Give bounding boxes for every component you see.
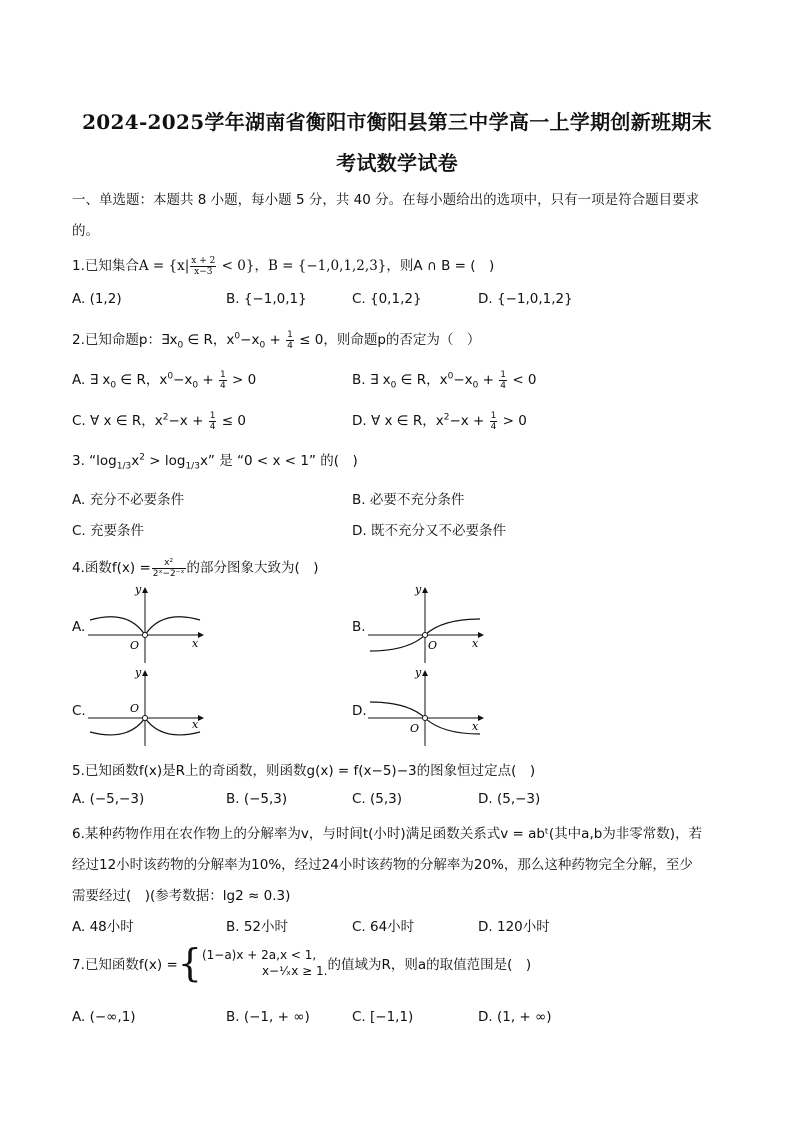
q3-option-a[interactable]: A. 充分不必要条件 bbox=[72, 492, 185, 508]
q4-suffix: 的部分图象大致为( ) bbox=[186, 560, 319, 576]
q4-graph-b-svg bbox=[368, 585, 488, 665]
q4-graph-d-svg bbox=[368, 668, 488, 748]
q1-option-a[interactable]: A. (1,2) bbox=[72, 291, 122, 307]
q2-mid: ∈ R，x bbox=[183, 332, 235, 348]
q3-option-c[interactable]: C. 充要条件 bbox=[72, 523, 145, 539]
q4-b-origin: O bbox=[428, 639, 438, 652]
q3-base2: 1/3 bbox=[185, 461, 200, 472]
q4-b-ylabel: y bbox=[415, 583, 422, 596]
q1-fraction bbox=[190, 256, 216, 277]
q1-setB: B = {−1,0,1,2,3} bbox=[267, 258, 387, 274]
q5-option-c[interactable]: C. (5,3) bbox=[352, 791, 403, 807]
q2-optA-rel: > 0 bbox=[227, 372, 257, 388]
q4-graph-a-svg bbox=[88, 585, 208, 665]
section-instructions-line1: 一、单选题：本题共 8 小题，每小题 5 分，共 40 分。在每小题给出的选项中，只有一项是符合题目要求 bbox=[72, 192, 700, 208]
q2-frac-den: 4 bbox=[287, 340, 293, 351]
question-1 bbox=[72, 254, 494, 277]
q4-graph-d[interactable] bbox=[368, 668, 488, 752]
q1-frac-den: x−3 bbox=[194, 266, 213, 277]
q2-fraction bbox=[286, 330, 294, 351]
q4-c-origin: O bbox=[130, 702, 140, 715]
q4-c-xlabel: x bbox=[192, 718, 199, 731]
q2-optB-sub2: 0 bbox=[472, 380, 479, 391]
q2-optC-den: 4 bbox=[209, 421, 216, 432]
q4-graph-b[interactable] bbox=[368, 585, 488, 669]
q4-d-ylabel: y bbox=[415, 666, 422, 679]
q2-option-b[interactable]: B. ∃ $x_0$ ∈ R，$x^0-x_0$ + $\frac{1}{4}$ < 0 bbox=[352, 369, 537, 391]
q7-option-a[interactable]: A. (−∞,1) bbox=[72, 1009, 136, 1025]
q2-frac-num: 1 bbox=[287, 329, 293, 340]
q2-optB-sup: 0 bbox=[447, 371, 454, 382]
q4-c-ylabel: y bbox=[135, 666, 142, 679]
question-6-line2: 经过12小时该药物的分解率为10%，经过24小时该药物的分解率为20%，那么这种药物完全分解，至少 bbox=[72, 857, 693, 873]
q3-base1: 1/3 bbox=[116, 461, 132, 472]
q2-optB-mid: ∈ R，x bbox=[396, 372, 448, 388]
q1-setA-pre: A = {x| bbox=[138, 258, 190, 274]
q7-option-d[interactable]: D. (1, + ∞) bbox=[478, 1009, 552, 1025]
q2-optA-expr: −x bbox=[173, 372, 193, 388]
q2-optB-rel: < 0 bbox=[508, 372, 537, 388]
q2-optA-mid: ∈ R，x bbox=[116, 372, 168, 388]
q4-d-xlabel: x bbox=[472, 720, 479, 733]
q4-b-xlabel: x bbox=[472, 637, 479, 650]
q2-sub2: 0 bbox=[259, 340, 266, 351]
q2-optA-sup: 0 bbox=[167, 371, 174, 382]
q1-option-b[interactable]: B. {−1,0,1} bbox=[226, 291, 307, 307]
q4-frac-den: 2ˣ−2⁻ˣ bbox=[152, 568, 185, 579]
q2-prefix: 2.已知命题p：∃x bbox=[72, 332, 178, 348]
q4-a-origin: O bbox=[130, 639, 140, 652]
q4-graph-c-svg bbox=[88, 668, 208, 748]
q2-optA-lead: A. ∃ x bbox=[72, 372, 111, 388]
q2-optD-rel: > 0 bbox=[498, 413, 527, 429]
question-2: 2.已知命题p：$\exists x_0$ ∈ R，$x^0-x_0$ + $\frac{1}{4}$ ≤ 0，则命题p的否定为（ ） bbox=[72, 329, 481, 351]
q1-prefix: 1.已知集合 bbox=[72, 258, 139, 274]
q2-optC-rel: ≤ 0 bbox=[217, 413, 246, 429]
q4-option-a-label[interactable]: A. bbox=[72, 619, 86, 635]
q2-optB-frac bbox=[499, 370, 507, 391]
q4-a-ylabel: y bbox=[135, 583, 142, 596]
q5-option-b[interactable]: B. (−5,3) bbox=[226, 791, 288, 807]
q2-optC-num: 1 bbox=[209, 410, 216, 421]
q7-option-c[interactable]: C. [−1,1) bbox=[352, 1009, 414, 1025]
q1-option-c[interactable]: C. {0,1,2} bbox=[352, 291, 422, 307]
q1-option-d[interactable]: D. {−1,0,1,2} bbox=[478, 291, 573, 307]
q7-suffix: 的值域为R，则a的取值范围是( ) bbox=[327, 957, 532, 973]
q6-option-d[interactable]: D. 120小时 bbox=[478, 919, 550, 935]
q3-text-c: > log bbox=[144, 453, 186, 469]
q2-optA-frac bbox=[219, 370, 227, 391]
q4-frac-num: x² bbox=[152, 558, 186, 569]
q2-sub: 0 bbox=[177, 340, 184, 351]
q2-optD-den: 4 bbox=[490, 421, 497, 432]
q4-a-xlabel: x bbox=[192, 637, 199, 650]
q7-piecewise bbox=[202, 947, 328, 979]
q2-optA-sub2: 0 bbox=[192, 380, 199, 391]
q3-option-d[interactable]: D. 既不充分又不必要条件 bbox=[352, 523, 506, 539]
q4-option-b-label[interactable]: B. bbox=[352, 619, 366, 635]
q4-fraction bbox=[152, 558, 186, 579]
q2-optB-expr: −x bbox=[453, 372, 473, 388]
q1-frac-num: x + 2 bbox=[191, 255, 216, 266]
q6-option-a[interactable]: A. 48小时 bbox=[72, 919, 134, 935]
q7-prefix: 7.已知函数f(x) = bbox=[72, 957, 178, 973]
q1-suffix: ，则A ∩ B = ( ) bbox=[386, 258, 495, 274]
question-4 bbox=[72, 556, 319, 579]
page-title-line1: 2024-2025学年湖南省衡阳市衡阳县第三中学高一上学期创新班期末 bbox=[82, 110, 712, 134]
q4-graph-a[interactable] bbox=[88, 585, 208, 669]
q2-optC-frac bbox=[209, 411, 217, 432]
q2-optA-num: 1 bbox=[220, 369, 226, 380]
question-6-line3: 需要经过( )(参考数据：lg2 ≈ 0.3) bbox=[72, 888, 291, 904]
q2-optC-lead: C. ∀ x ∈ R，x bbox=[72, 413, 163, 429]
q2-optB-num: 1 bbox=[500, 369, 507, 380]
q2-optD-frac bbox=[490, 411, 498, 432]
q2-optA-den: 4 bbox=[220, 380, 226, 391]
q7-brace: { bbox=[177, 941, 202, 985]
q7-option-b[interactable]: B. (−1, + ∞) bbox=[226, 1009, 310, 1025]
q2-option-d[interactable]: D. ∀ x ∈ R，$x^2-x$ + $\frac{1}{4}$ > 0 bbox=[352, 410, 527, 432]
q4-option-c-label[interactable]: C. bbox=[72, 703, 86, 719]
q7-piece2: x−¹⁄ₓx ≥ 1. bbox=[261, 964, 328, 978]
q2-option-c[interactable]: C. ∀ x ∈ R，$x^2-x$ + $\frac{1}{4}$ ≤ 0 bbox=[72, 410, 246, 432]
q6-option-c[interactable]: C. 64小时 bbox=[352, 919, 415, 935]
question-7 bbox=[72, 941, 532, 985]
q3-text-a: 3. “log bbox=[72, 453, 117, 469]
page-title-line2: 考试数学试卷 bbox=[336, 151, 458, 175]
q4-option-d-label[interactable]: D. bbox=[352, 703, 367, 719]
q6-option-b[interactable]: B. 52小时 bbox=[226, 919, 289, 935]
q3-text-d: x” 是 “0 < x < 1” 的( ) bbox=[199, 453, 358, 469]
q2-optB-den: 4 bbox=[500, 380, 507, 391]
question-3: 3. “$\log_{1/3}x^2 > \log_{1/3}x$” 是 “0 < x < 1” 的( ) bbox=[72, 452, 358, 472]
q2-expr: −x bbox=[240, 332, 260, 348]
q3-option-b[interactable]: B. 必要不充分条件 bbox=[352, 492, 465, 508]
question-5: 5.已知函数f(x)是R上的奇函数，则函数g(x) = f(x−5)−3的图象恒过定点( ) bbox=[72, 763, 536, 779]
q4-prefix: 4.函数f(x) = bbox=[72, 560, 151, 576]
q7-piece1: (1−a)x + 2a,x < 1, bbox=[201, 948, 317, 962]
q1-setA-post: < 0}， bbox=[217, 258, 268, 274]
q5-option-d[interactable]: D. (5,−3) bbox=[478, 791, 541, 807]
q5-option-a[interactable]: A. (−5,−3) bbox=[72, 791, 145, 807]
q4-graph-c[interactable] bbox=[88, 668, 208, 752]
section-instructions-line2: 的。 bbox=[72, 223, 99, 239]
q2-optB-sub: 0 bbox=[390, 380, 397, 391]
question-6-line1: 6.某种药物作用在农作物上的分解率为v，与时间t(小时)满足函数关系式v = abᵗ(其中a,b为非零常数)，若 bbox=[72, 826, 703, 842]
q2-optA-sub: 0 bbox=[110, 380, 117, 391]
q4-d-origin: O bbox=[410, 722, 420, 735]
q2-optD-num: 1 bbox=[490, 410, 497, 421]
q2-optD-lead: D. ∀ x ∈ R，x bbox=[352, 413, 444, 429]
q2-optB-lead: B. ∃ x bbox=[352, 372, 391, 388]
q2-suffix: ≤ 0，则命题p的否定为（ ） bbox=[294, 332, 481, 348]
q3-text-b: x bbox=[131, 453, 140, 469]
q2-option-a[interactable]: A. ∃ $x_0$ ∈ R，$x^0-x_0$ + $\frac{1}{4}$ > 0 bbox=[72, 369, 257, 391]
q2-sup-exp: 0 bbox=[234, 331, 241, 342]
